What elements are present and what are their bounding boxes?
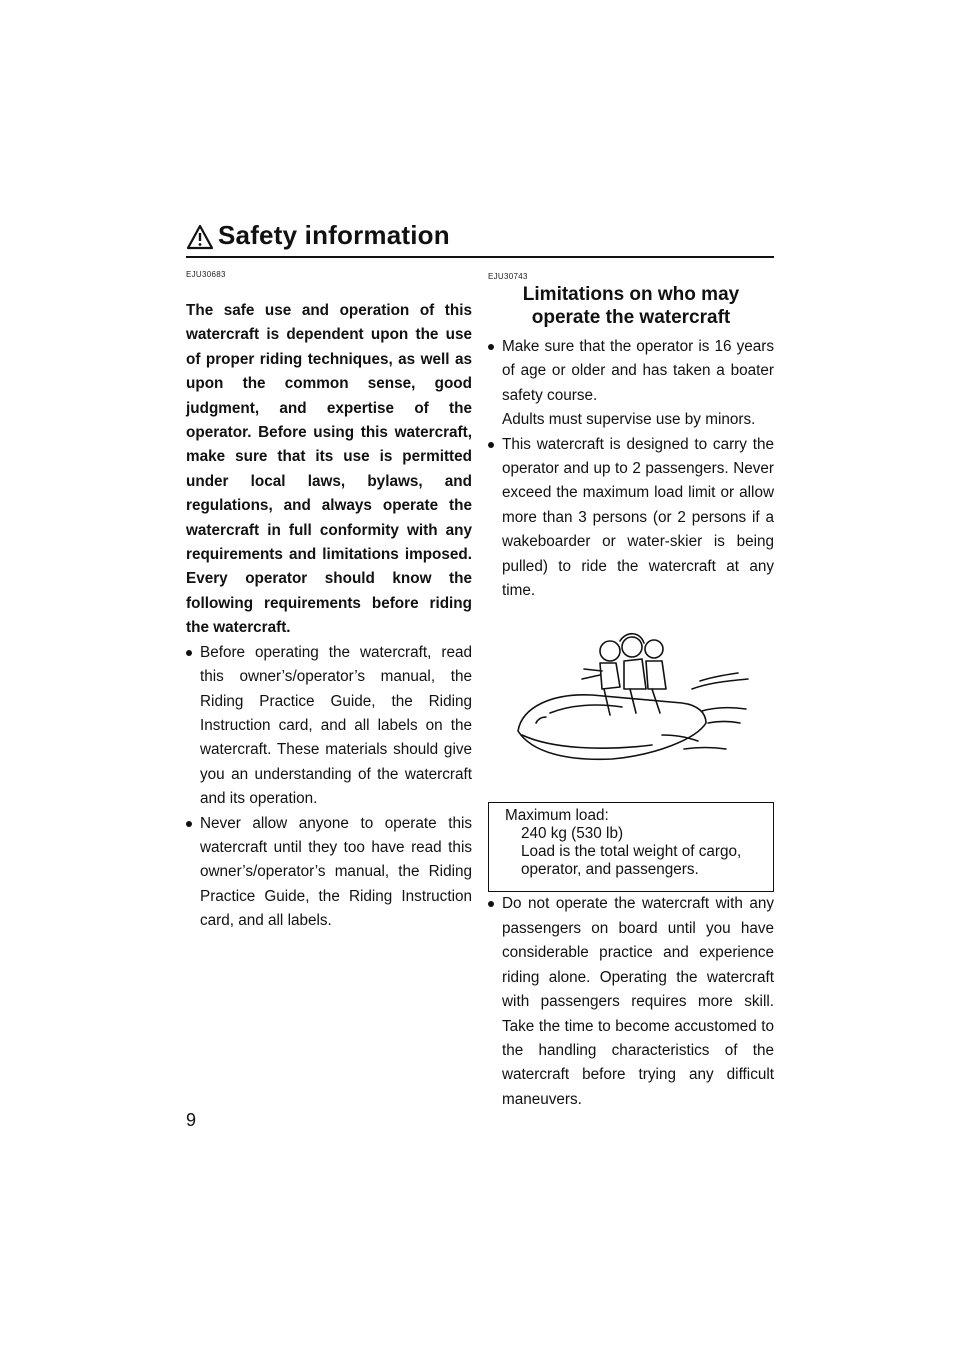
maximum-load-box (488, 802, 774, 892)
requirements-list (186, 641, 472, 934)
section-code: EJU30683 (186, 270, 226, 279)
warning-triangle-icon (186, 224, 214, 250)
list-item: Make sure that the operator is 16 years of age or older and has taken a boater safety course. Adults must supervise use by minors. (488, 335, 774, 433)
header-divider (186, 256, 774, 258)
section-heading: Limitations on who may operate the watercraft (522, 284, 740, 328)
list-item: Before operating the watercraft, read this owner’s/operator’s manual, the Riding Practice Guide, the Riding Instruction card, and all labels on the watercraft. These materials should give you an understanding of the watercraft and its operation. (186, 641, 472, 812)
load-note: Load is the total weight of cargo, operator, and passengers. (521, 843, 742, 879)
load-label: Maximum load: (505, 807, 609, 825)
list-item: Do not operate the watercraft with any passengers on board until you have considerable practice and experience riding alone. Operating the watercraft with passengers requires more skill. Take the time to become accustomed to the handling characteristics of the watercraft before trying any difficult maneuvers. (488, 892, 774, 1112)
passenger-list (488, 892, 774, 1112)
page-number: 9 (186, 1110, 197, 1130)
bullet-icon (488, 901, 494, 907)
page-title: Safety information (218, 220, 450, 250)
bullet-icon (488, 442, 494, 448)
page-header (186, 222, 774, 258)
bullet-icon (488, 344, 494, 350)
section-code: EJU30743 (488, 272, 528, 281)
list-item: This watercraft is designed to carry the operator and up to 2 passengers. Never exceed the maximum load limit or allow more than 3 persons (or 2 persons if a wakeboarder or water-skier is being pulled) to ride the watercraft at any time. (488, 433, 774, 604)
watercraft-illustration (512, 623, 756, 763)
limitations-list (488, 335, 774, 603)
bullet-icon (186, 650, 192, 656)
left-column (186, 270, 472, 934)
right-column (488, 272, 774, 1112)
intro-paragraph: The safe use and operation of this watercraft is dependent upon the use of proper riding techniques, as well as upon the common sense, good judgment, and expertise of the operator. Before using this watercraft, make sure that its use is permitted under local laws, bylaws, and regulations, and always operate the watercraft in full conformity with any requirements and limitations imposed. Every operator should know the following requirements before riding the watercraft. (186, 302, 472, 637)
list-item: Never allow anyone to operate this watercraft until they too have read this owner’s/operator’s manual, the Riding Practice Guide, the Riding Instruction card, and all labels. (186, 812, 472, 934)
load-value: 240 kg (530 lb) (521, 825, 624, 843)
bullet-icon (186, 821, 192, 827)
